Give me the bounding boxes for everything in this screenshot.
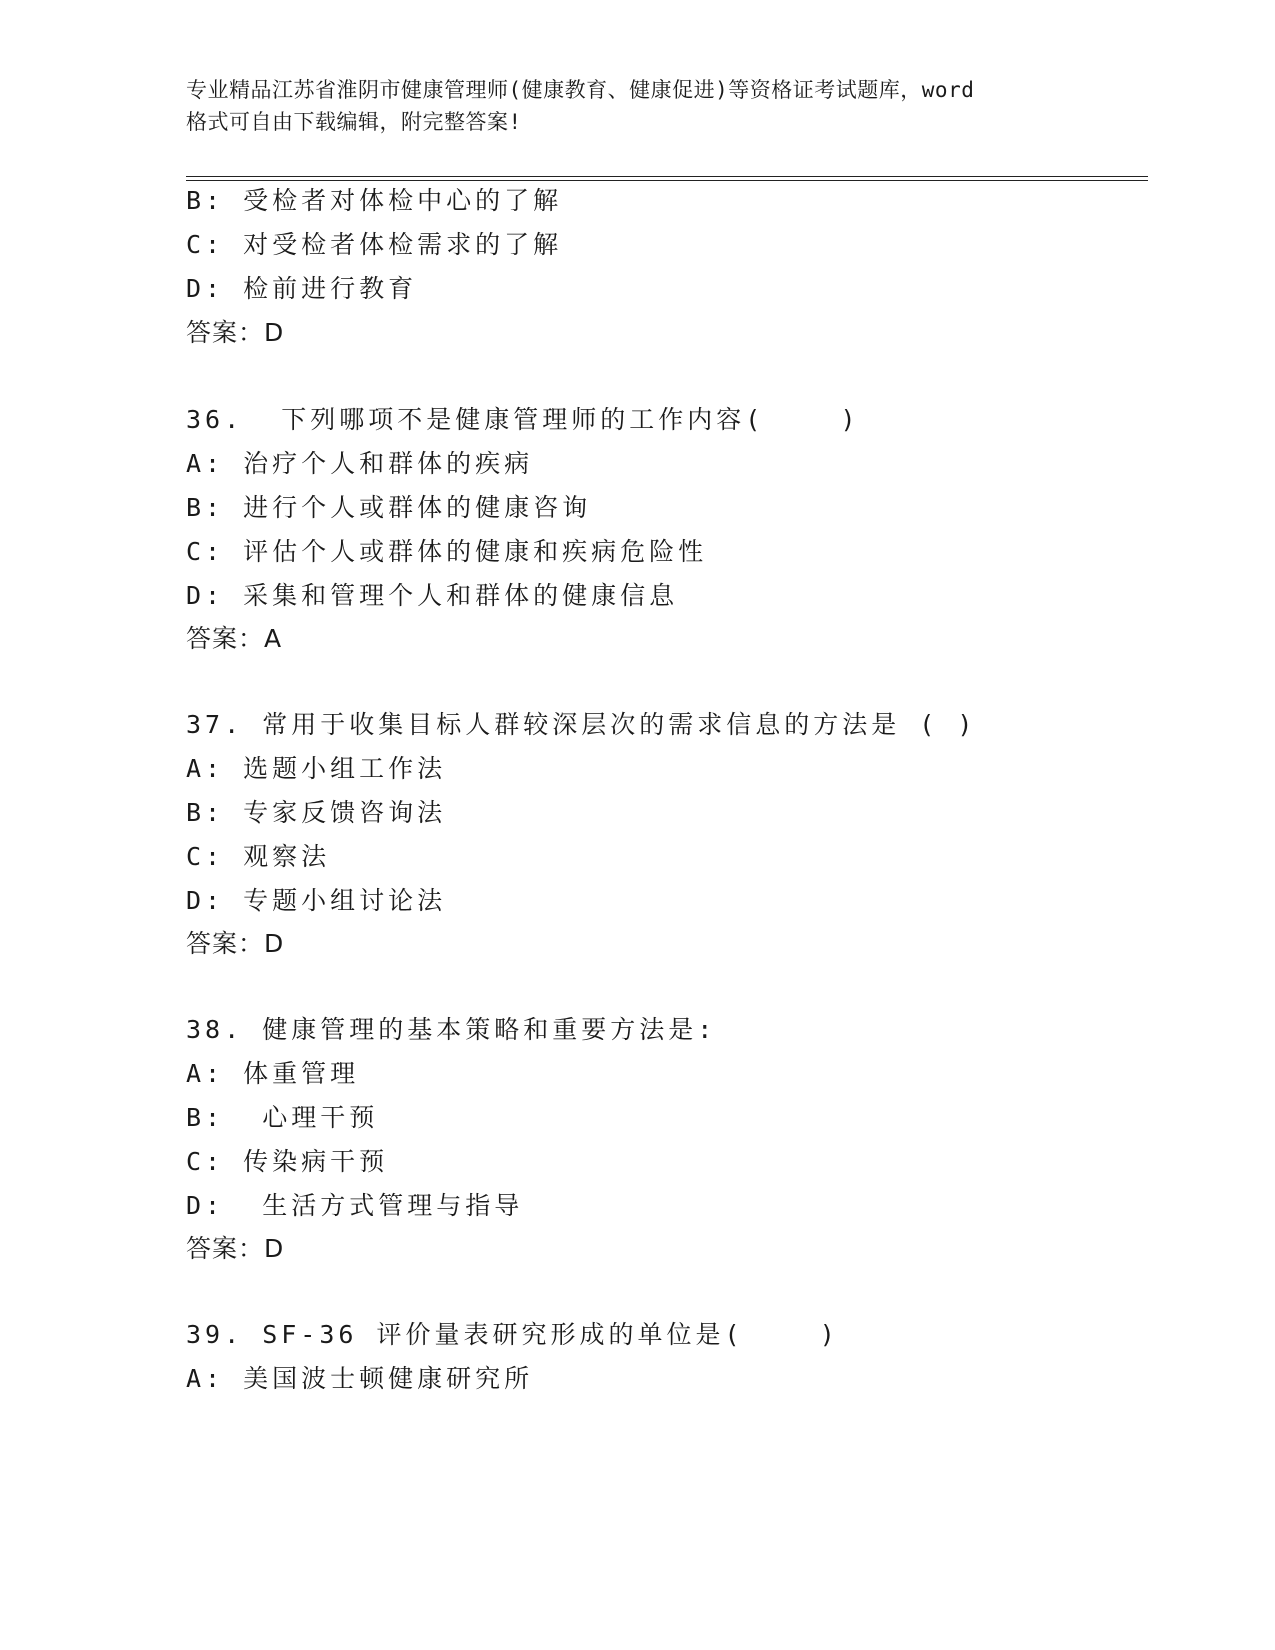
answer: 答案：D [186, 929, 285, 958]
option-b: B: 受检者对体检中心的了解 [186, 186, 563, 215]
answer: 答案：A [186, 624, 283, 653]
option-d: D: 生活方式管理与指导 [186, 1191, 524, 1220]
question-39: 39. SF-36 评价量表研究形成的单位是( ) [186, 1320, 839, 1349]
document-header [186, 74, 1086, 138]
answer: 答案：D [186, 318, 285, 347]
option-d: D: 检前进行教育 [186, 274, 418, 303]
option-d: D: 专题小组讨论法 [186, 886, 447, 915]
option-c: C: 传染病干预 [186, 1147, 389, 1176]
option-a: A: 体重管理 [186, 1059, 360, 1088]
option-c: C: 对受检者体检需求的了解 [186, 230, 563, 259]
option-b: B: 进行个人或群体的健康咨询 [186, 493, 592, 522]
header-line-1: 专业精品江苏省淮阴市健康管理师(健康教育、健康促进)等资格证考试题库，word [186, 78, 975, 102]
option-d: D: 采集和管理个人和群体的健康信息 [186, 581, 679, 610]
header-divider [186, 176, 1148, 181]
option-c: C: 观察法 [186, 842, 331, 871]
question-36: 36. 下列哪项不是健康管理师的工作内容( ) [186, 405, 860, 434]
answer: 答案：D [186, 1234, 285, 1263]
option-a: A: 选题小组工作法 [186, 754, 447, 783]
option-b: B: 心理干预 [186, 1103, 379, 1132]
option-a: A: 治疗个人和群体的疾病 [186, 449, 534, 478]
question-38: 38. 健康管理的基本策略和重要方法是: [186, 1015, 717, 1044]
question-37: 37. 常用于收集目标人群较深层次的需求信息的方法是 ( ) [186, 710, 977, 739]
option-c: C: 评估个人或群体的健康和疾病危险性 [186, 537, 708, 566]
option-b: B: 专家反馈咨询法 [186, 798, 447, 827]
header-line-2: 格式可自由下载编辑，附完整答案! [186, 110, 522, 134]
option-a: A: 美国波士顿健康研究所 [186, 1364, 534, 1393]
